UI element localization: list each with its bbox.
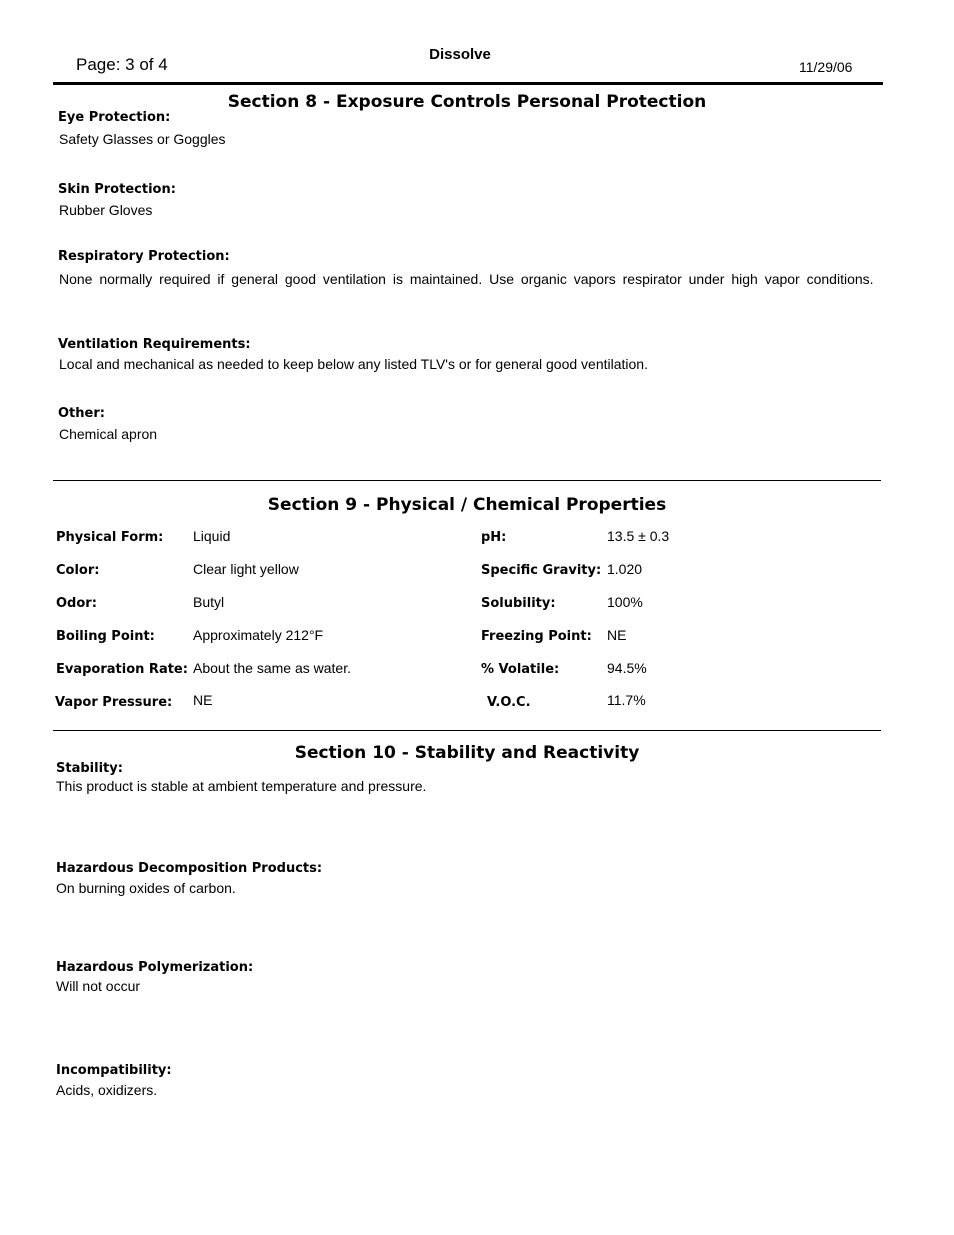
eye-protection-value: Safety Glasses or Goggles bbox=[59, 131, 226, 147]
hazardous-polymerization-label: Hazardous Polymerization: bbox=[56, 960, 254, 975]
property-label: Freezing Point: bbox=[481, 629, 592, 644]
section-8-title: Section 8 - Exposure Controls Personal Protection bbox=[227, 92, 707, 112]
hazardous-decomposition-label: Hazardous Decomposition Products: bbox=[56, 861, 323, 876]
property-value: Liquid bbox=[193, 528, 231, 544]
page-number: Page: 3 of 4 bbox=[76, 55, 168, 74]
section-divider-9-10 bbox=[53, 730, 881, 731]
section-10-title: Section 10 - Stability and Reactivity bbox=[294, 743, 640, 763]
hazardous-decomposition-value: On burning oxides of carbon. bbox=[56, 880, 236, 896]
property-label: Vapor Pressure: bbox=[55, 695, 173, 710]
property-label: Physical Form: bbox=[56, 530, 164, 545]
stability-value: This product is stable at ambient temperature and pressure. bbox=[56, 778, 427, 794]
other-protection-label: Other: bbox=[58, 406, 105, 421]
property-value: 100% bbox=[607, 594, 643, 610]
eye-protection-label: Eye Protection: bbox=[58, 110, 171, 125]
respiratory-protection-label: Respiratory Protection: bbox=[58, 249, 230, 264]
property-value: Clear light yellow bbox=[193, 561, 299, 577]
hazardous-polymerization-value: Will not occur bbox=[56, 978, 141, 994]
ventilation-requirements-value: Local and mechanical as needed to keep below any listed TLV's or for general good ventilation. bbox=[59, 356, 648, 372]
property-value: About the same as water. bbox=[193, 660, 351, 676]
property-label: pH: bbox=[481, 530, 507, 545]
property-value: 94.5% bbox=[607, 660, 647, 676]
section-divider-8-9 bbox=[53, 480, 881, 481]
property-value: 1.020 bbox=[607, 561, 643, 577]
ventilation-requirements-label: Ventilation Requirements: bbox=[58, 337, 251, 352]
property-label: Odor: bbox=[56, 596, 97, 611]
property-label: Evaporation Rate: bbox=[56, 662, 188, 677]
property-value: 13.5 ± 0.3 bbox=[607, 528, 670, 544]
incompatibility-label: Incompatibility: bbox=[56, 1063, 172, 1078]
property-label: V.O.C. bbox=[487, 695, 531, 710]
property-label: Color: bbox=[56, 563, 100, 578]
skin-protection-value: Rubber Gloves bbox=[59, 202, 153, 218]
skin-protection-label: Skin Protection: bbox=[58, 182, 176, 197]
property-value: 11.7% bbox=[607, 692, 646, 708]
property-label: % Volatile: bbox=[481, 662, 560, 677]
property-value: Butyl bbox=[193, 594, 225, 610]
property-label: Boiling Point: bbox=[56, 629, 155, 644]
property-value: NE bbox=[193, 692, 213, 708]
document-title: Dissolve bbox=[429, 46, 491, 63]
respiratory-protection-value: None normally required if general good ventilation is maintained. Use organic vapors respirator under high vapor conditions. bbox=[59, 271, 874, 287]
property-value: NE bbox=[607, 627, 627, 643]
property-label: Specific Gravity: bbox=[481, 563, 602, 578]
header-divider bbox=[53, 82, 883, 85]
document-date: 11/29/06 bbox=[799, 59, 853, 75]
section-9-title: Section 9 - Physical / Chemical Properties bbox=[267, 495, 667, 515]
incompatibility-value: Acids, oxidizers. bbox=[56, 1082, 158, 1098]
property-value: Approximately 212°F bbox=[193, 627, 324, 643]
stability-label: Stability: bbox=[56, 761, 123, 776]
other-protection-value: Chemical apron bbox=[59, 426, 158, 442]
property-label: Solubility: bbox=[481, 596, 556, 611]
